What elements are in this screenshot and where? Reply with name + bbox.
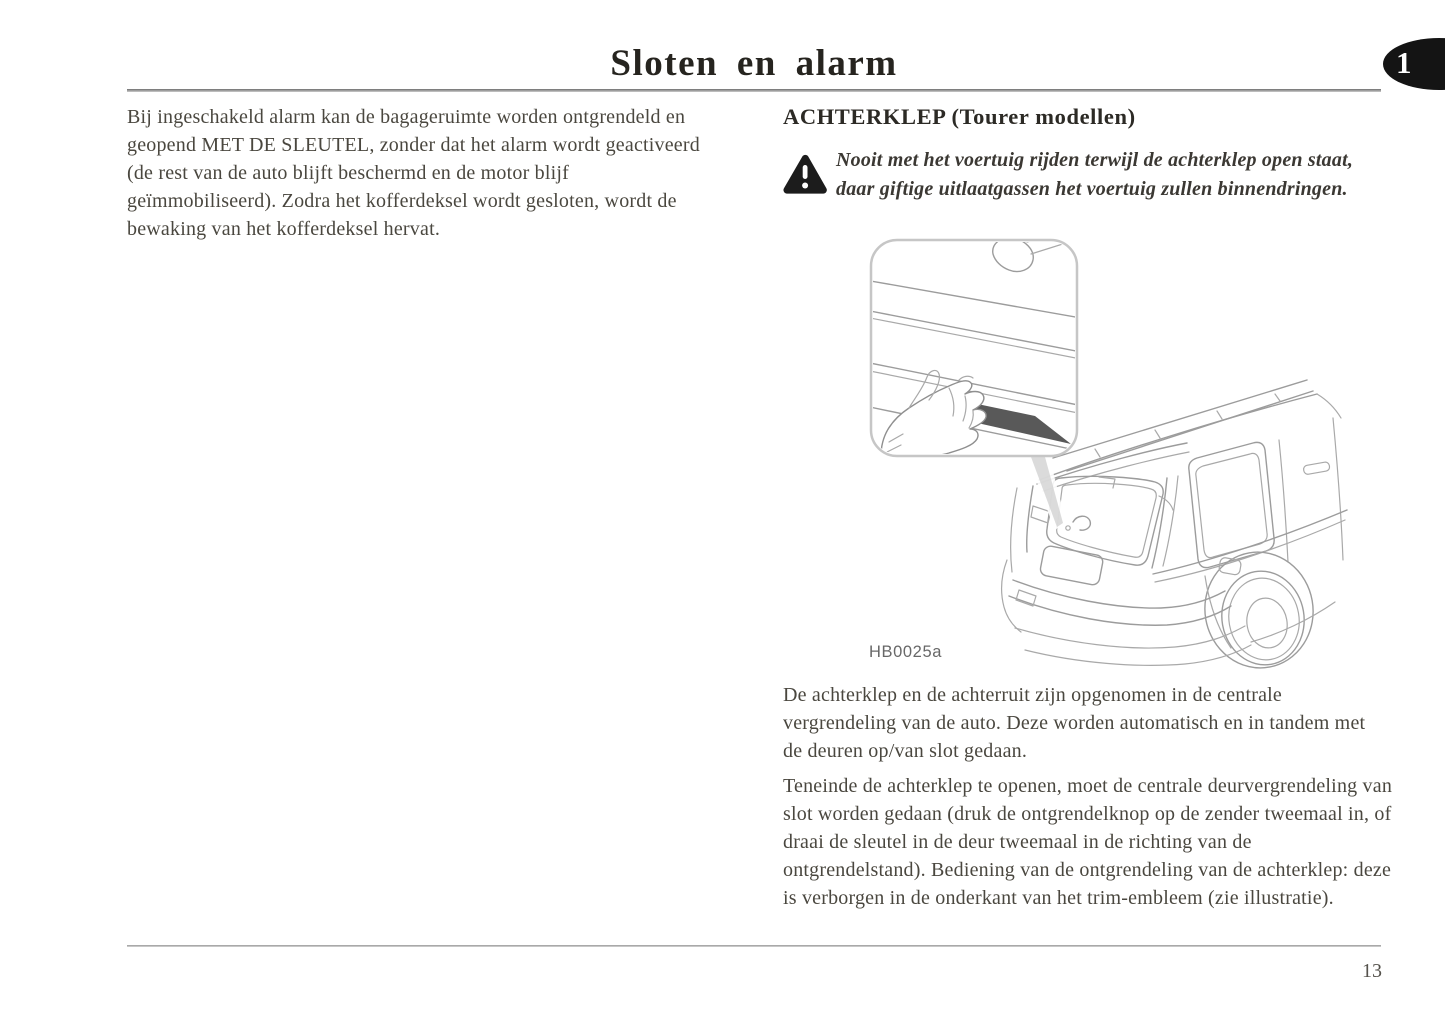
page-number: 13 <box>1362 960 1382 982</box>
intro-paragraph: Bij ingeschakeld alarm kan de bagageruimte worden ontgrendeld en geopend MET DE SLEUTEL, zonder dat het alarm wordt geactiveerd (de rest van de auto blijft beschermd en de motor blijf geïmmobiliseerd). Zodra het kofferdeksel wordt gesloten, wordt de bewaking van het kofferdeksel hervat. <box>127 106 700 240</box>
warning-triangle-icon <box>781 152 829 197</box>
tailgate-release-illustration <box>855 230 1355 680</box>
figure-caption: HB0025a <box>869 643 943 661</box>
footer-rule <box>127 945 1381 947</box>
tailgate-paragraph-2: Teneinde de achterklep te openen, moet de centrale deurvergrendeling van slot worden gedaan (druk de ontgrendelknop op de zender tweemaal in, of draai de sleutel in de deur tweemaal in de richting van de ontgrendelstand). Bediening van de ontgrendeling van de achterklep: deze is verborgen in de onderkant van het trim-embleem (zie illustratie). <box>783 775 1393 909</box>
title-rule <box>127 89 1381 92</box>
page-title: Sloten en alarm <box>610 43 898 84</box>
chapter-number: 1 <box>1396 45 1412 80</box>
section-heading: ACHTERKLEP (Tourer modellen) <box>783 104 1136 129</box>
warning-text: Nooit met het voertuig rijden terwijl de achterklep open staat, daar giftige uitlaatgassen het voertuig zullen binnendringen. <box>836 149 1354 200</box>
chapter-tab-badge <box>1383 38 1445 90</box>
inset-pointer-wedge <box>1027 456 1066 530</box>
hand-under-trim-inset <box>865 232 1085 460</box>
tailgate-paragraph-1: De achterklep en de achterruit zijn opgenomen in de centrale vergrendeling van de auto. Deze worden automatisch en in tandem met de deuren op/van slot gedaan. <box>783 684 1366 762</box>
warning-block <box>781 146 1387 204</box>
